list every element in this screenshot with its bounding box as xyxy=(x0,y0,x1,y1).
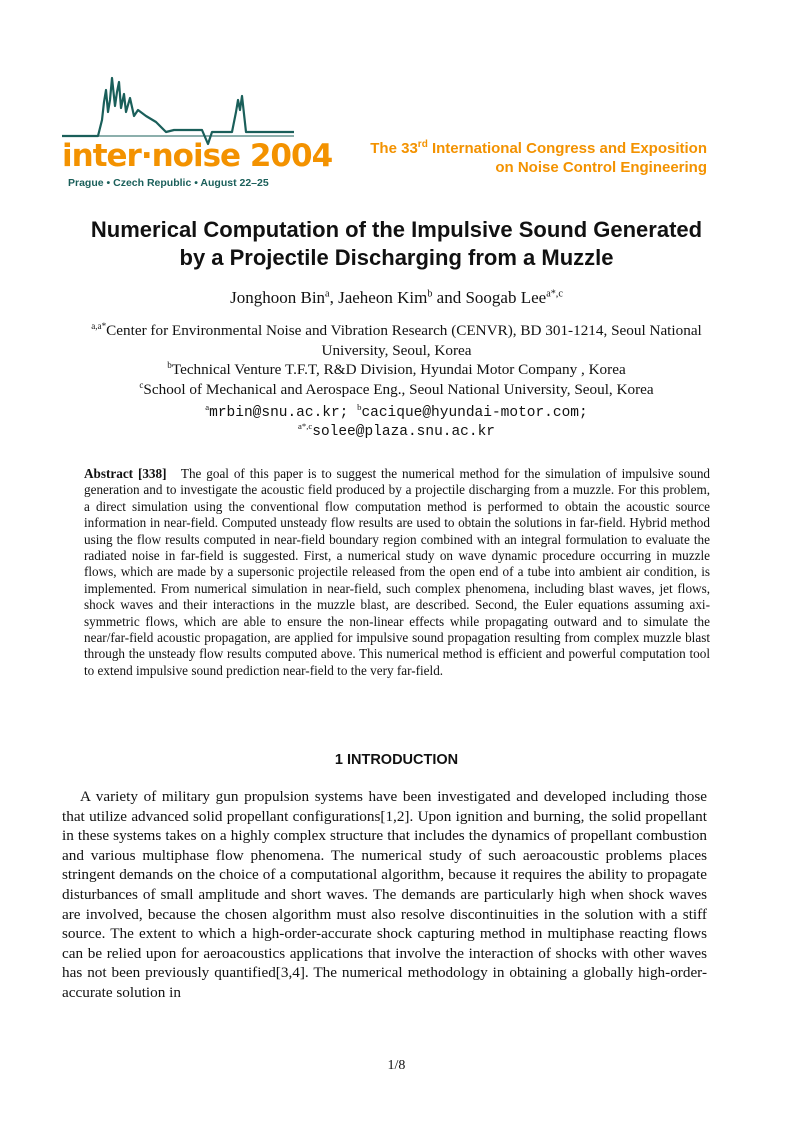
paper-title: Numerical Computation of the Impulsive Sound Generated by a Projectile Discharging from a Muzzle xyxy=(90,217,703,270)
introduction-paragraph: A variety of military gun propulsion systems have been investigated and developed including those that utilize advanced solid propellant configurations[1,2]. Upon ignition and burning, the solid propellant in these systems takes on a highly complex structure that includes the dynamics of propellant combustion and various multiphase flow phenomena. The numerical study of such aeroacoustic problems places stringent demands on the choice of a computational algorithm, because it requires the ability to propagate disturbances of small amplitude and short waves. The demands are particularly high when shock waves are involved, because the chosen algorithm must also resolve discontinuities in the solution with a stiff source. The extent to which a high-order-accurate shock capturing method in multiphase reacting flows can be relied upon for aeroacoustics applications that involve the interaction of shocks with other waves has not been previously quantified[3,4]. The numerical methodology in obtaining a globally high-order-accurate solution in xyxy=(62,788,707,1001)
author-list: Jonghoon Bin$^a$, Jaeheon Kim$^b$ and Soogab Lee$^{a*,c}$ xyxy=(230,288,563,307)
logo-subtitle: Prague • Czech Republic • August 22–25 xyxy=(68,177,269,189)
conference-line-1: The 33rd International Congress and Exposition xyxy=(370,139,707,157)
author-3: Soogab Lee xyxy=(465,288,547,307)
section-heading-introduction: 1 INTRODUCTION xyxy=(334,752,459,768)
author-2: Jaeheon Kim xyxy=(338,288,428,307)
logo-skyline-line xyxy=(62,78,294,144)
conference-line-2: on Noise Control Engineering xyxy=(495,159,707,176)
affiliations xyxy=(70,321,723,399)
email-2[interactable]: cacique@hyundai-motor.com; xyxy=(361,405,588,421)
email-3[interactable]: solee@plaza.snu.ac.kr xyxy=(312,424,495,440)
inter-noise-logo-wordmark: inter·noise 2004 xyxy=(62,138,333,174)
affiliation-2: $^b$Technical Venture T.F.T, R&D Division, Hyundai Motor Company , Korea xyxy=(167,359,626,378)
affiliation-1: $^{a,a*}$Center for Environmental Noise and Vibration Research (CENVR), BD 301-1214, Seoul National University, Seoul, Korea xyxy=(91,320,702,359)
conference-heading xyxy=(370,139,707,177)
page-number: 1/8 xyxy=(387,1058,406,1073)
abstract xyxy=(84,466,710,679)
email-1[interactable]: mrbin@snu.ac.kr; xyxy=(209,405,349,421)
author-1: Jonghoon Bin xyxy=(230,288,326,307)
affiliation-3: $^c$School of Mechanical and Aerospace Eng., Seoul National University, Seoul, Korea xyxy=(139,379,654,398)
abstract-text: The goal of this paper is to suggest the numerical method for the simulation of impulsive sound generation and to investigate the acoustic field produced by a projectile discharging from a muzzle. For this problem, a direct simulation using the conventional flow computation method is performed to obtain the acoustic source information in near-field. Computed unsteady flow results are used to obtain the solutions in far-field. Hybrid method using the flow results computed in near-field boundary region combined with an integral formulation to evaluate the radiated noise in far-field is suggested. First, a numerical study on wave dynamic procedure occurring in muzzle flows, which are made by a supersonic projectile released from the open end of a tube into ambient air condition, is implemented. From numerical simulation in near-field, such complex phenomena, including blast waves, jet flows, shock waves and their interactions in the muzzle blast, are described. Second, the Euler equations assuming axi-symmetric flows, which are able to ensure the non-linear effects while propagating outward and to simulate the near/far-field acoustic propagation, are applied for impulsive sound propagation resulting from complex muzzle blast through the unsteady flow results computed above. This numerical method is efficient and powerful computation tool to extend impulsive sound prediction near-field to the very far-field. xyxy=(84,466,711,678)
author-emails: $^a$mrbin@snu.ac.kr; $^b$cacique@hyundai-motor.com; $^{a*,c}$solee@plaza.snu.ac.kr xyxy=(205,402,588,440)
abstract-label: Abstract [338] xyxy=(84,466,167,481)
